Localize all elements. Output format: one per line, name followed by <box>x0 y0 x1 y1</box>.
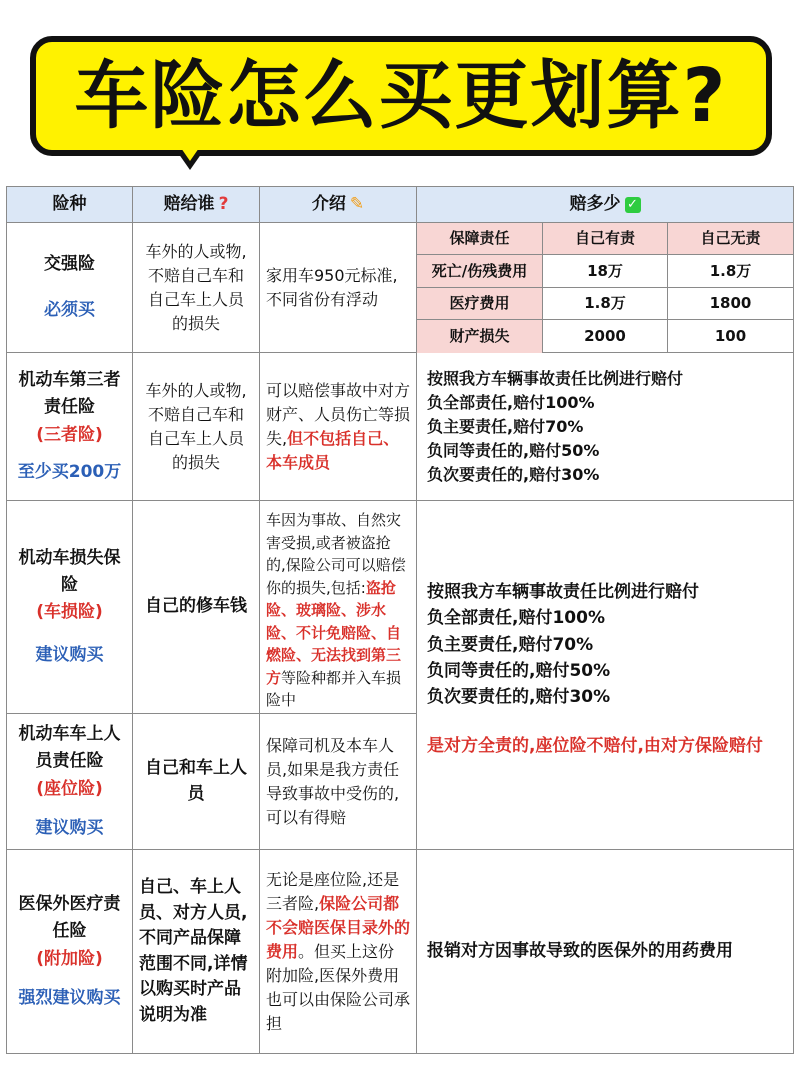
szx-pay-line: 负同等责任的,赔付50% <box>427 440 600 460</box>
row-jqx-amount <box>417 223 793 353</box>
row-zwx-name <box>7 714 133 850</box>
szx-recommend: 至少买200万 <box>17 461 122 482</box>
row-ylx-amount <box>417 850 793 1053</box>
csx-intro-tail: 等险种都并入车损险中 <box>266 668 402 709</box>
csx-name-line1: 机动车损失保 <box>18 547 121 568</box>
shared-pay-line: 负次要责任的,赔付30% <box>427 687 611 708</box>
row-jqx-name <box>7 223 133 353</box>
row-zwx-intro <box>260 714 417 850</box>
jqx-sub-r3c2: 2000 <box>543 320 668 353</box>
ylx-name-line1: 医保外医疗责 <box>18 894 121 915</box>
jqx-sub-r2c2: 1.8万 <box>543 288 668 320</box>
row-ylx-intro <box>260 850 417 1053</box>
ylx-pay-text: 报销对方因事故导致的医保外的用药费用 <box>427 940 733 961</box>
row-ylx-who <box>133 850 260 1053</box>
csx-who-text: 自己的修车钱 <box>145 596 247 617</box>
insurance-table <box>6 186 794 1054</box>
zwx-name-line2: 员责任险 <box>35 751 104 772</box>
szx-pay-line: 按照我方车辆事故责任比例进行赔付 <box>427 368 684 388</box>
jqx-recommend: 必须买 <box>44 299 95 320</box>
header-who-label: 赔给谁 <box>163 193 215 214</box>
row-csx-who <box>133 501 260 714</box>
row-csx-name <box>7 501 133 714</box>
jqx-sub-r1c3: 1.8万 <box>668 255 793 288</box>
zwx-abbr: (座位险) <box>36 778 103 799</box>
zwx-who-text: 自己和车上人员 <box>145 758 247 804</box>
row-szx-name <box>7 353 133 501</box>
jqx-name: 交强险 <box>44 254 95 275</box>
check-icon: ✓ <box>625 197 641 213</box>
ylx-intro-text: 无论是座位险,还是三者险, <box>266 870 400 913</box>
shared-note: 是对方全责的,座位险不赔付,由对方保险赔付 <box>427 735 763 756</box>
row-szx-intro <box>260 353 417 501</box>
header-type-label: 险种 <box>52 193 87 214</box>
csx-intro-highlight: 盗抢险、玻璃险、涉水险、不计免赔险、自燃险、无法找到第三方 <box>266 578 402 687</box>
header-amount <box>417 187 793 223</box>
ylx-recommend: 强烈建议购买 <box>18 987 121 1008</box>
szx-who-text: 车外的人或物,不赔自己车和自己车上人员的损失 <box>145 380 247 472</box>
header-intro-label: 介绍 <box>311 193 346 214</box>
row-jqx-intro <box>260 223 417 353</box>
jqx-sub-r1c2: 18万 <box>543 255 668 288</box>
question-mark-icon: ? <box>218 193 229 214</box>
szx-intro-text: 可以赔偿事故中对方财产、人员伤亡等损失, <box>266 381 411 448</box>
shared-pay-line: 负同等责任的,赔付50% <box>427 661 611 682</box>
header-who <box>133 187 260 223</box>
csx-recommend: 建议购买 <box>35 645 104 666</box>
shared-pay-line: 按照我方车辆事故责任比例进行赔付 <box>427 582 699 602</box>
jqx-intro-text: 家用车950元标准,不同省份有浮动 <box>266 265 398 309</box>
ylx-intro-highlight: 保险公司都不会赔医保目录外的费用 <box>266 894 411 961</box>
jqx-sub-r2c3: 1800 <box>668 288 793 320</box>
jqx-sub-h2: 自己有责 <box>543 223 668 255</box>
speech-tail-fill <box>181 148 199 161</box>
zwx-intro-text: 保障司机及本车人员,如果是我方责任导致事故中受伤的,可以有得赔 <box>266 735 400 827</box>
csx-intro-text: 车因为事故、自然灾害受损,或者被盗抢的,保险公司可以赔偿你的损失,包括: <box>266 511 406 597</box>
zwx-name-line1: 机动车车上人 <box>18 724 121 745</box>
title-banner <box>30 36 772 156</box>
shared-pay-line: 负全部责任,赔付100% <box>427 608 605 629</box>
szx-intro-highlight: 但不包括自己、本车成员 <box>266 429 400 472</box>
szx-name-line1: 机动车第三者 <box>18 370 121 391</box>
szx-pay-line: 负全部责任,赔付100% <box>427 392 595 412</box>
szx-abbr: (三者险) <box>36 424 103 445</box>
jqx-who-text: 车外的人或物,不赔自己车和自己车上人员的损失 <box>145 241 247 333</box>
ylx-who-text: 自己、车上人员、对方人员,不同产品保障范围不同,详情以购买时产品说明为准 <box>139 877 248 1025</box>
jqx-sub-r3c1: 财产损失 <box>417 320 543 353</box>
row-csx-intro <box>260 501 417 714</box>
szx-pay-line: 负主要责任,赔付70% <box>427 416 584 436</box>
page-title: 车险怎么买更划算? <box>74 53 728 139</box>
jqx-sub-r1c1: 死亡/伤残费用 <box>417 255 543 288</box>
ylx-intro-tail: 。但买上这份附加险,医保外费用也可以由保险公司承担 <box>266 942 411 1033</box>
row-ylx-name <box>7 850 133 1053</box>
header-amount-label: 赔多少 <box>569 193 621 214</box>
row-szx-who <box>133 353 260 501</box>
header-intro <box>260 187 417 223</box>
jqx-sub-h3: 自己无责 <box>668 223 793 255</box>
header-type <box>7 187 133 223</box>
row-szx-amount <box>417 353 793 501</box>
ylx-abbr: (附加险) <box>36 948 103 969</box>
jqx-sub-r2c1: 医疗费用 <box>417 288 543 320</box>
jqx-sub-h1: 保障责任 <box>417 223 543 255</box>
row-zwx-who <box>133 714 260 850</box>
jqx-sub-r3c3: 100 <box>714 327 747 346</box>
csx-abbr: (车损险) <box>36 602 103 622</box>
pencil-icon: ✎ <box>349 193 365 214</box>
szx-pay-line: 负次要责任的,赔付30% <box>427 464 600 484</box>
zwx-recommend: 建议购买 <box>35 817 104 838</box>
szx-name-line2: 责任险 <box>44 397 95 418</box>
shared-pay-line: 负主要责任,赔付70% <box>427 634 594 655</box>
row-csx-zwx-amount <box>417 501 793 850</box>
row-jqx-who <box>133 223 260 353</box>
ylx-name-line2: 任险 <box>52 921 87 942</box>
csx-name-line2: 险 <box>61 574 78 595</box>
